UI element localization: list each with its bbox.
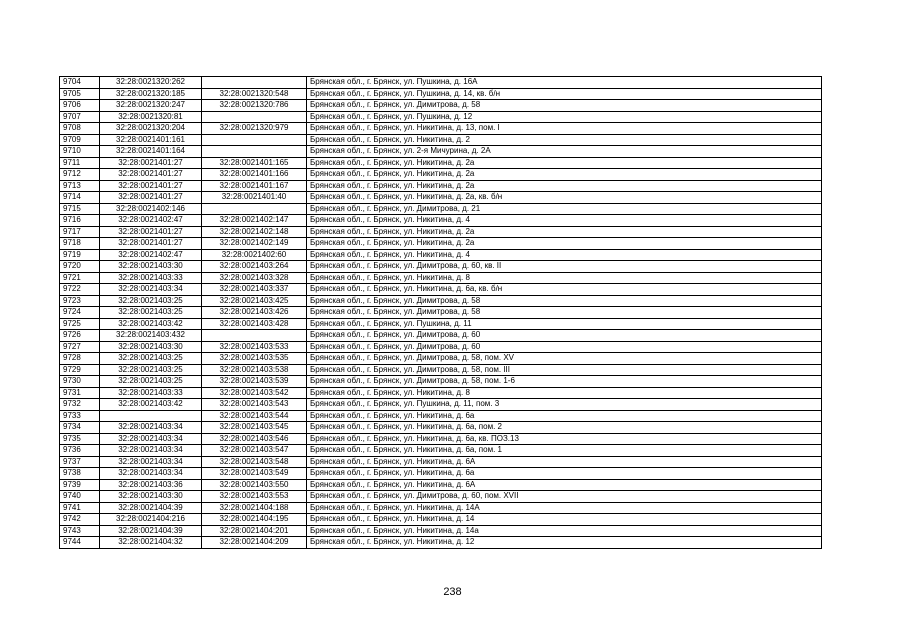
address-cell: Брянская обл., г. Брянск, ул. Никитина, д. 14А	[307, 502, 822, 514]
address-cell: Брянская обл., г. Брянск, ул. Никитина, д. 6а, кв. б/н	[307, 284, 822, 296]
cadastral-number-cell: 32:28:0021403:33	[100, 272, 202, 284]
cadastral-number-cell: 32:28:0021404:39	[100, 525, 202, 537]
address-cell: Брянская обл., г. Брянск, ул. Пушкина, д. 11, пом. 3	[307, 399, 822, 411]
row-number-cell: 9736	[60, 445, 100, 457]
table-row	[60, 272, 822, 284]
row-number-cell: 9722	[60, 284, 100, 296]
object-cadastral-number-cell: 32:28:0021404:188	[202, 502, 307, 514]
cadastral-table	[59, 76, 822, 549]
object-cadastral-number-cell	[202, 330, 307, 342]
address-cell: Брянская обл., г. Брянск, ул. Пушкина, д. 16А	[307, 77, 822, 89]
table-row	[60, 491, 822, 503]
address-cell: Брянская обл., г. Брянск, ул. Никитина, д. 6а	[307, 410, 822, 422]
object-cadastral-number-cell: 32:28:0021401:166	[202, 169, 307, 181]
cadastral-number-cell: 32:28:0021403:34	[100, 422, 202, 434]
row-number-cell: 9720	[60, 261, 100, 273]
cadastral-number-cell: 32:28:0021401:27	[100, 169, 202, 181]
table-row	[60, 226, 822, 238]
object-cadastral-number-cell: 32:28:0021403:535	[202, 353, 307, 365]
object-cadastral-number-cell: 32:28:0021403:544	[202, 410, 307, 422]
cadastral-number-cell: 32:28:0021403:34	[100, 445, 202, 457]
object-cadastral-number-cell: 32:28:0021402:148	[202, 226, 307, 238]
address-cell: Брянская обл., г. Брянск, ул. Никитина, д. 2а, кв. б/н	[307, 192, 822, 204]
table-row	[60, 203, 822, 215]
row-number-cell: 9737	[60, 456, 100, 468]
row-number-cell: 9721	[60, 272, 100, 284]
address-cell: Брянская обл., г. Брянск, ул. Димитрова, д. 60	[307, 341, 822, 353]
table-row	[60, 387, 822, 399]
row-number-cell: 9719	[60, 249, 100, 261]
row-number-cell: 9717	[60, 226, 100, 238]
table-row	[60, 376, 822, 388]
table-row	[60, 261, 822, 273]
row-number-cell: 9739	[60, 479, 100, 491]
object-cadastral-number-cell: 32:28:0021320:786	[202, 100, 307, 112]
table-row	[60, 341, 822, 353]
object-cadastral-number-cell: 32:28:0021401:40	[202, 192, 307, 204]
address-cell: Брянская обл., г. Брянск, ул. Никитина, д. 8	[307, 272, 822, 284]
row-number-cell: 9716	[60, 215, 100, 227]
address-cell: Брянская обл., г. Брянск, ул. Никитина, д. 6а, пом. 1	[307, 445, 822, 457]
table-row	[60, 514, 822, 526]
row-number-cell: 9732	[60, 399, 100, 411]
table-row	[60, 422, 822, 434]
cadastral-number-cell: 32:28:0021403:25	[100, 307, 202, 319]
object-cadastral-number-cell: 32:28:0021404:209	[202, 537, 307, 549]
table-row	[60, 157, 822, 169]
address-cell: Брянская обл., г. Брянск, ул. Димитрова, д. 58	[307, 307, 822, 319]
object-cadastral-number-cell: 32:28:0021402:149	[202, 238, 307, 250]
address-cell: Брянская обл., г. Брянск, ул. Никитина, д. 2а	[307, 238, 822, 250]
table-row	[60, 295, 822, 307]
cadastral-number-cell: 32:28:0021320:185	[100, 88, 202, 100]
table-row	[60, 307, 822, 319]
object-cadastral-number-cell: 32:28:0021403:328	[202, 272, 307, 284]
cadastral-number-cell: 32:28:0021403:30	[100, 261, 202, 273]
object-cadastral-number-cell: 32:28:0021403:425	[202, 295, 307, 307]
address-cell: Брянская обл., г. Брянск, ул. Никитина, д. 8	[307, 387, 822, 399]
cadastral-number-cell: 32:28:0021403:25	[100, 295, 202, 307]
cadastral-number-cell: 32:28:0021403:34	[100, 468, 202, 480]
cadastral-number-cell: 32:28:0021403:432	[100, 330, 202, 342]
object-cadastral-number-cell: 32:28:0021403:543	[202, 399, 307, 411]
address-cell: Брянская обл., г. Брянск, ул. 2-я Мичурина, д. 2А	[307, 146, 822, 158]
cadastral-number-cell: 32:28:0021403:34	[100, 284, 202, 296]
table-row	[60, 111, 822, 123]
address-cell: Брянская обл., г. Брянск, ул. Никитина, д. 4	[307, 249, 822, 261]
table-row	[60, 364, 822, 376]
row-number-cell: 9723	[60, 295, 100, 307]
row-number-cell: 9740	[60, 491, 100, 503]
object-cadastral-number-cell: 32:28:0021401:167	[202, 180, 307, 192]
cadastral-number-cell: 32:28:0021320:247	[100, 100, 202, 112]
page-number: 238	[443, 586, 462, 598]
table-row	[60, 192, 822, 204]
object-cadastral-number-cell	[202, 111, 307, 123]
object-cadastral-number-cell: 32:28:0021403:264	[202, 261, 307, 273]
row-number-cell: 9726	[60, 330, 100, 342]
address-cell: Брянская обл., г. Брянск, ул. Пушкина, д. 11	[307, 318, 822, 330]
table-row	[60, 399, 822, 411]
cadastral-number-cell: 32:28:0021320:262	[100, 77, 202, 89]
cadastral-number-cell: 32:28:0021403:25	[100, 376, 202, 388]
row-number-cell: 9705	[60, 88, 100, 100]
address-cell: Брянская обл., г. Брянск, ул. Димитрова, д. 60, кв. II	[307, 261, 822, 273]
cadastral-number-cell: 32:28:0021402:47	[100, 249, 202, 261]
cadastral-number-cell: 32:28:0021401:27	[100, 180, 202, 192]
object-cadastral-number-cell: 32:28:0021404:195	[202, 514, 307, 526]
object-cadastral-number-cell: 32:28:0021403:547	[202, 445, 307, 457]
table-row	[60, 433, 822, 445]
row-number-cell: 9725	[60, 318, 100, 330]
address-cell: Брянская обл., г. Брянск, ул. Димитрова, д. 21	[307, 203, 822, 215]
cadastral-number-cell: 32:28:0021403:25	[100, 353, 202, 365]
object-cadastral-number-cell: 32:28:0021403:553	[202, 491, 307, 503]
cadastral-number-cell: 32:28:0021403:30	[100, 341, 202, 353]
row-number-cell: 9735	[60, 433, 100, 445]
table-row	[60, 100, 822, 112]
cadastral-number-cell: 32:28:0021402:47	[100, 215, 202, 227]
object-cadastral-number-cell	[202, 134, 307, 146]
cadastral-number-cell: 32:28:0021401:161	[100, 134, 202, 146]
row-number-cell: 9709	[60, 134, 100, 146]
address-cell: Брянская обл., г. Брянск, ул. Никитина, д. 6А	[307, 479, 822, 491]
object-cadastral-number-cell: 32:28:0021403:428	[202, 318, 307, 330]
table-row	[60, 169, 822, 181]
row-number-cell: 9741	[60, 502, 100, 514]
row-number-cell: 9708	[60, 123, 100, 135]
cadastral-number-cell: 32:28:0021320:81	[100, 111, 202, 123]
object-cadastral-number-cell	[202, 77, 307, 89]
object-cadastral-number-cell: 32:28:0021404:201	[202, 525, 307, 537]
cadastral-number-cell: 32:28:0021403:30	[100, 491, 202, 503]
address-cell: Брянская обл., г. Брянск, ул. Никитина, д. 2	[307, 134, 822, 146]
object-cadastral-number-cell	[202, 146, 307, 158]
row-number-cell: 9704	[60, 77, 100, 89]
table-row	[60, 146, 822, 158]
table-row	[60, 353, 822, 365]
cadastral-number-cell: 32:28:0021404:32	[100, 537, 202, 549]
row-number-cell: 9711	[60, 157, 100, 169]
cadastral-number-cell: 32:28:0021402:146	[100, 203, 202, 215]
cadastral-number-cell: 32:28:0021403:34	[100, 433, 202, 445]
row-number-cell: 9724	[60, 307, 100, 319]
address-cell: Брянская обл., г. Брянск, ул. Никитина, д. 6а, кв. ПОЗ.13	[307, 433, 822, 445]
row-number-cell: 9730	[60, 376, 100, 388]
row-number-cell: 9712	[60, 169, 100, 181]
address-cell: Брянская обл., г. Брянск, ул. Никитина, д. 13, пом. I	[307, 123, 822, 135]
row-number-cell: 9715	[60, 203, 100, 215]
cadastral-number-cell: 32:28:0021401:27	[100, 192, 202, 204]
address-cell: Брянская обл., г. Брянск, ул. Никитина, д. 12	[307, 537, 822, 549]
table-row	[60, 456, 822, 468]
row-number-cell: 9731	[60, 387, 100, 399]
row-number-cell: 9743	[60, 525, 100, 537]
address-cell: Брянская обл., г. Брянск, ул. Димитрова, д. 60	[307, 330, 822, 342]
table-row	[60, 249, 822, 261]
cadastral-number-cell: 32:28:0021320:204	[100, 123, 202, 135]
object-cadastral-number-cell: 32:28:0021403:549	[202, 468, 307, 480]
table-row	[60, 123, 822, 135]
row-number-cell: 9729	[60, 364, 100, 376]
row-number-cell: 9734	[60, 422, 100, 434]
address-cell: Брянская обл., г. Брянск, ул. Никитина, д. 2а	[307, 157, 822, 169]
table-row	[60, 410, 822, 422]
address-cell: Брянская обл., г. Брянск, ул. Пушкина, д. 14, кв. б/н	[307, 88, 822, 100]
object-cadastral-number-cell	[202, 203, 307, 215]
object-cadastral-number-cell: 32:28:0021403:337	[202, 284, 307, 296]
table-row	[60, 180, 822, 192]
row-number-cell: 9727	[60, 341, 100, 353]
object-cadastral-number-cell: 32:28:0021402:147	[202, 215, 307, 227]
object-cadastral-number-cell: 32:28:0021402:60	[202, 249, 307, 261]
address-cell: Брянская обл., г. Брянск, ул. Никитина, д. 2а	[307, 180, 822, 192]
address-cell: Брянская обл., г. Брянск, ул. Димитрова, д. 58, пом. 1-6	[307, 376, 822, 388]
table-row	[60, 215, 822, 227]
table-row	[60, 468, 822, 480]
object-cadastral-number-cell: 32:28:0021403:539	[202, 376, 307, 388]
table-row	[60, 525, 822, 537]
cadastral-number-cell: 32:28:0021403:34	[100, 456, 202, 468]
table-row	[60, 445, 822, 457]
address-cell: Брянская обл., г. Брянск, ул. Никитина, д. 14а	[307, 525, 822, 537]
row-number-cell: 9738	[60, 468, 100, 480]
row-number-cell: 9710	[60, 146, 100, 158]
address-cell: Брянская обл., г. Брянск, ул. Никитина, д. 6а	[307, 468, 822, 480]
row-number-cell: 9718	[60, 238, 100, 250]
cadastral-number-cell: 32:28:0021404:39	[100, 502, 202, 514]
address-cell: Брянская обл., г. Брянск, ул. Никитина, д. 6а, пом. 2	[307, 422, 822, 434]
cadastral-number-cell: 32:28:0021403:36	[100, 479, 202, 491]
cadastral-number-cell	[100, 410, 202, 422]
address-cell: Брянская обл., г. Брянск, ул. Димитрова, д. 58, пом. XV	[307, 353, 822, 365]
object-cadastral-number-cell: 32:28:0021403:550	[202, 479, 307, 491]
address-cell: Брянская обл., г. Брянск, ул. Димитрова, д. 58	[307, 295, 822, 307]
table-row	[60, 330, 822, 342]
table-row	[60, 134, 822, 146]
row-number-cell: 9728	[60, 353, 100, 365]
address-cell: Брянская обл., г. Брянск, ул. Димитрова, д. 58, пом. III	[307, 364, 822, 376]
object-cadastral-number-cell: 32:28:0021320:979	[202, 123, 307, 135]
table-row	[60, 77, 822, 89]
object-cadastral-number-cell: 32:28:0021320:548	[202, 88, 307, 100]
address-cell: Брянская обл., г. Брянск, ул. Никитина, д. 2а	[307, 169, 822, 181]
object-cadastral-number-cell: 32:28:0021401:165	[202, 157, 307, 169]
table-row	[60, 238, 822, 250]
address-cell: Брянская обл., г. Брянск, ул. Пушкина, д. 12	[307, 111, 822, 123]
address-cell: Брянская обл., г. Брянск, ул. Димитрова, д. 58	[307, 100, 822, 112]
cadastral-number-cell: 32:28:0021401:164	[100, 146, 202, 158]
table-row	[60, 479, 822, 491]
cadastral-number-cell: 32:28:0021403:42	[100, 399, 202, 411]
address-cell: Брянская обл., г. Брянск, ул. Никитина, д. 14	[307, 514, 822, 526]
row-number-cell: 9707	[60, 111, 100, 123]
cadastral-number-cell: 32:28:0021401:27	[100, 238, 202, 250]
cadastral-number-cell: 32:28:0021403:33	[100, 387, 202, 399]
cadastral-number-cell: 32:28:0021403:42	[100, 318, 202, 330]
object-cadastral-number-cell: 32:28:0021403:548	[202, 456, 307, 468]
object-cadastral-number-cell: 32:28:0021403:533	[202, 341, 307, 353]
table-row	[60, 318, 822, 330]
table-body	[60, 77, 822, 549]
object-cadastral-number-cell: 32:28:0021403:546	[202, 433, 307, 445]
address-cell: Брянская обл., г. Брянск, ул. Димитрова, д. 60, пом. XVII	[307, 491, 822, 503]
object-cadastral-number-cell: 32:28:0021403:538	[202, 364, 307, 376]
object-cadastral-number-cell: 32:28:0021403:542	[202, 387, 307, 399]
object-cadastral-number-cell: 32:28:0021403:426	[202, 307, 307, 319]
address-cell: Брянская обл., г. Брянск, ул. Никитина, д. 6А	[307, 456, 822, 468]
row-number-cell: 9733	[60, 410, 100, 422]
row-number-cell: 9742	[60, 514, 100, 526]
cadastral-number-cell: 32:28:0021401:27	[100, 157, 202, 169]
cadastral-number-cell: 32:28:0021401:27	[100, 226, 202, 238]
row-number-cell: 9713	[60, 180, 100, 192]
table-row	[60, 88, 822, 100]
row-number-cell: 9744	[60, 537, 100, 549]
table-row	[60, 284, 822, 296]
object-cadastral-number-cell: 32:28:0021403:545	[202, 422, 307, 434]
address-cell: Брянская обл., г. Брянск, ул. Никитина, д. 2а	[307, 226, 822, 238]
row-number-cell: 9714	[60, 192, 100, 204]
row-number-cell: 9706	[60, 100, 100, 112]
cadastral-number-cell: 32:28:0021404:216	[100, 514, 202, 526]
address-cell: Брянская обл., г. Брянск, ул. Никитина, д. 4	[307, 215, 822, 227]
cadastral-number-cell: 32:28:0021403:25	[100, 364, 202, 376]
table-row	[60, 502, 822, 514]
table-row	[60, 537, 822, 549]
